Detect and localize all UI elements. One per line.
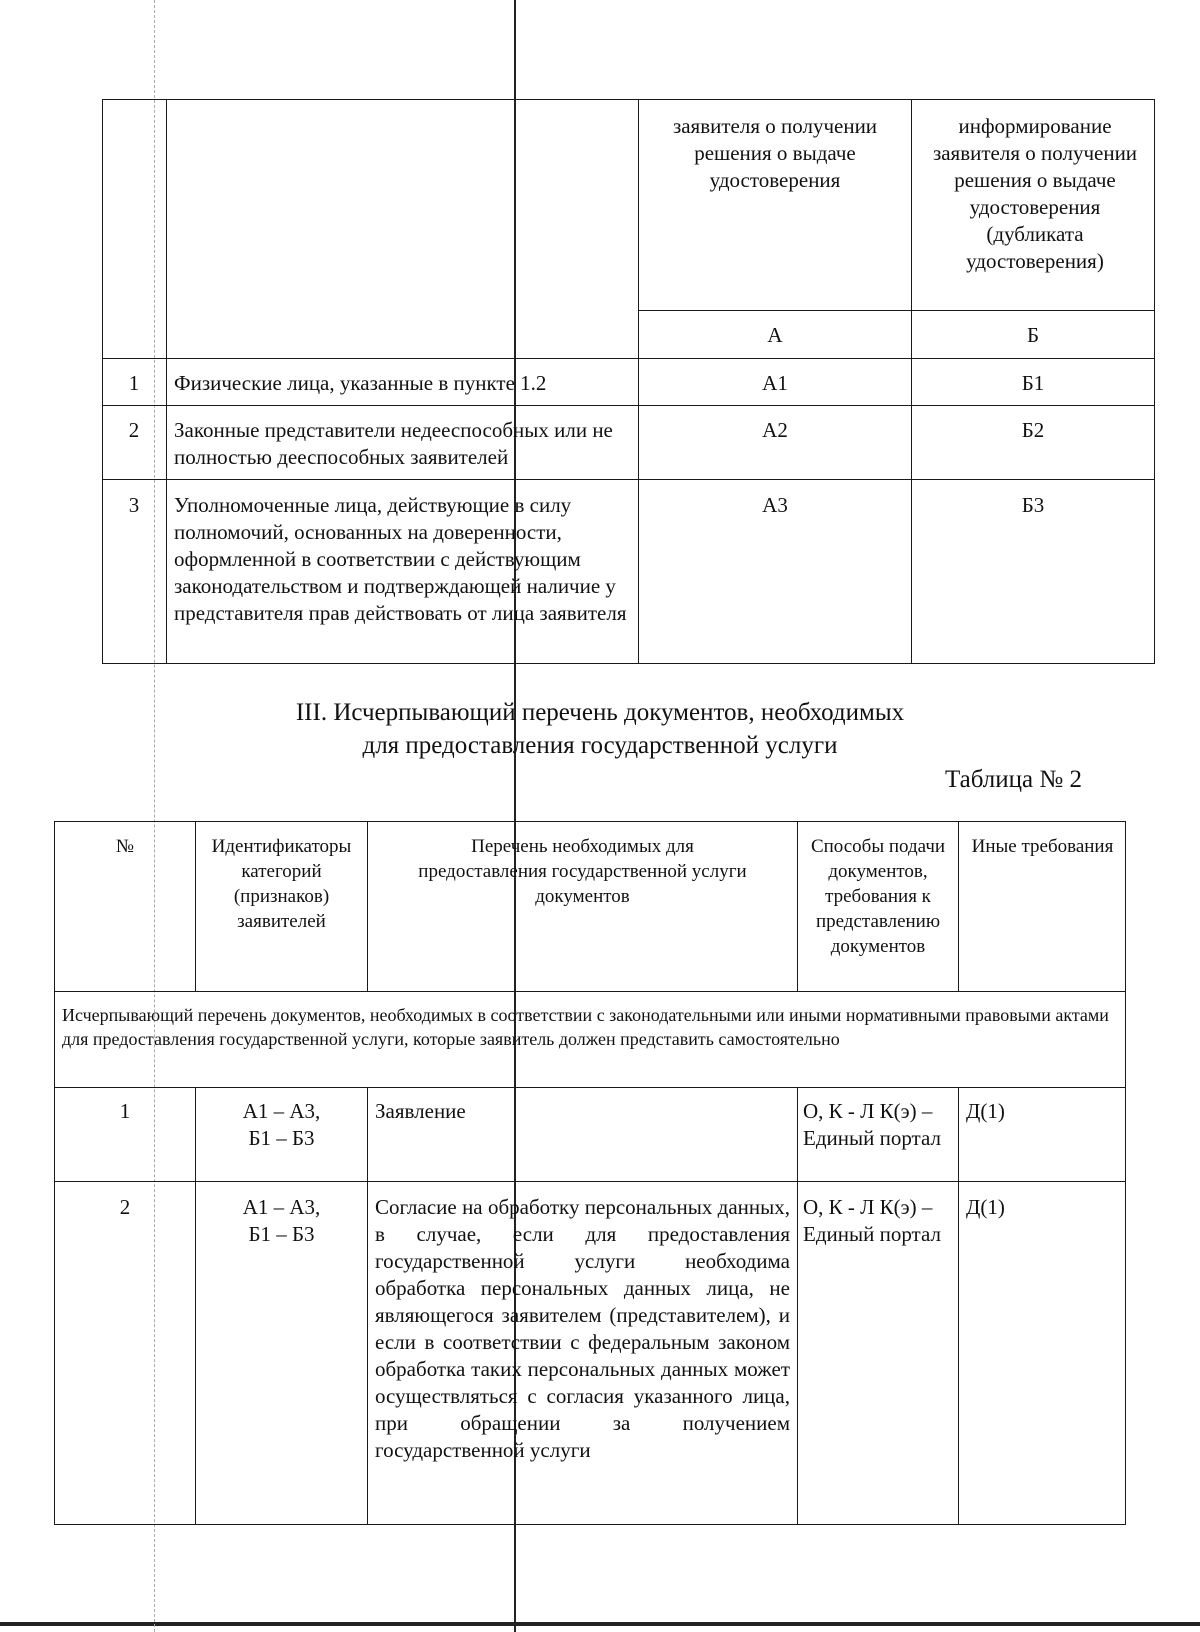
table2-header-methods: Способы подачи документов, требования к представлению документов [810, 836, 946, 957]
section-title-line2: для предоставления государственной услуги [362, 732, 838, 759]
scan-bottom-edge [0, 1622, 1200, 1626]
table2-header-num: № [115, 836, 135, 857]
table1-header-col-a: заявителя о получении решения о выдаче удостоверения [672, 114, 878, 192]
table1-header-col-b: информирование заявителя о получении решения о выдаче удостоверения (дубликата удостоверения) [932, 114, 1138, 273]
table2-row1-other: Д(1) [966, 1099, 1005, 1123]
table1-row1-b: Б1 [1021, 371, 1045, 395]
table1-row1-num: 1 [128, 371, 140, 395]
table1-row3-a: А3 [762, 493, 788, 517]
table2-row2-num: 2 [119, 1195, 131, 1219]
table2-row2-method: О, К - Л К(э) – Единый портал [803, 1195, 941, 1246]
table1-row1-desc: Физические лица, указанные в пункте 1.2 [174, 371, 547, 395]
table2-row1-doc: Заявление [375, 1099, 466, 1123]
table1-row3-num: 3 [128, 493, 140, 517]
table1-row1-a: А1 [762, 371, 788, 395]
table2-header-docs: Перечень необходимых для предоставления государственной услуги документов [418, 836, 747, 907]
table2-row2-ident: А1 – А3, Б1 – Б3 [242, 1195, 321, 1246]
table2-row1-num: 1 [119, 1099, 131, 1123]
table1-code-b: Б [1026, 323, 1040, 347]
table1-row3-desc: Уполномоченные лица, действующие в силу полномочий, основанных на доверенности, оформленной в соответствии с действующим законодательством и подтверждающей наличие у представителя прав действовать от лица заявителя [174, 493, 627, 625]
table2-row1-ident: А1 – А3, Б1 – Б3 [242, 1099, 321, 1150]
table1-row2-b: Б2 [1021, 418, 1045, 442]
table1-row2-a: А2 [762, 418, 788, 442]
table2-row2-doc: Согласие на обработку персональных данных, в случае, если для предоставления государственной услуги необходима обработка персональных данных лица, не являющегося заявителем (представителем), и если в соответствии с федеральным законом обработка таких персональных данных может осуществляться с согласия указанного лица, при обращении за получением государственной услуги [375, 1195, 790, 1462]
table1-row2-num: 2 [128, 418, 140, 442]
table-label: Таблица № 2 [944, 766, 1082, 793]
table1-row3-b: Б3 [1021, 493, 1045, 517]
table2-span-row: Исчерпывающий перечень документов, необходимых в соответствии с законодательными или иными нормативными правовыми актами для предоставления государственной услуги, которые заявитель должен представить самостоятельно [62, 1005, 1109, 1049]
table2-row1-method: О, К - Л К(э) – Единый портал [803, 1099, 941, 1150]
table2-header-other: Иные требования [971, 836, 1114, 857]
table2-header-ident: Идентификаторы категорий (признаков) заявителей [211, 836, 352, 932]
table1-row2-desc: Законные представители недееспособных или не полностью дееспособных заявителей [174, 418, 613, 469]
table2-row2-other: Д(1) [966, 1195, 1005, 1219]
table1-code-a: А [767, 323, 783, 347]
section-title-line1: III. Исчерпывающий перечень документов, необходимых [295, 699, 905, 726]
